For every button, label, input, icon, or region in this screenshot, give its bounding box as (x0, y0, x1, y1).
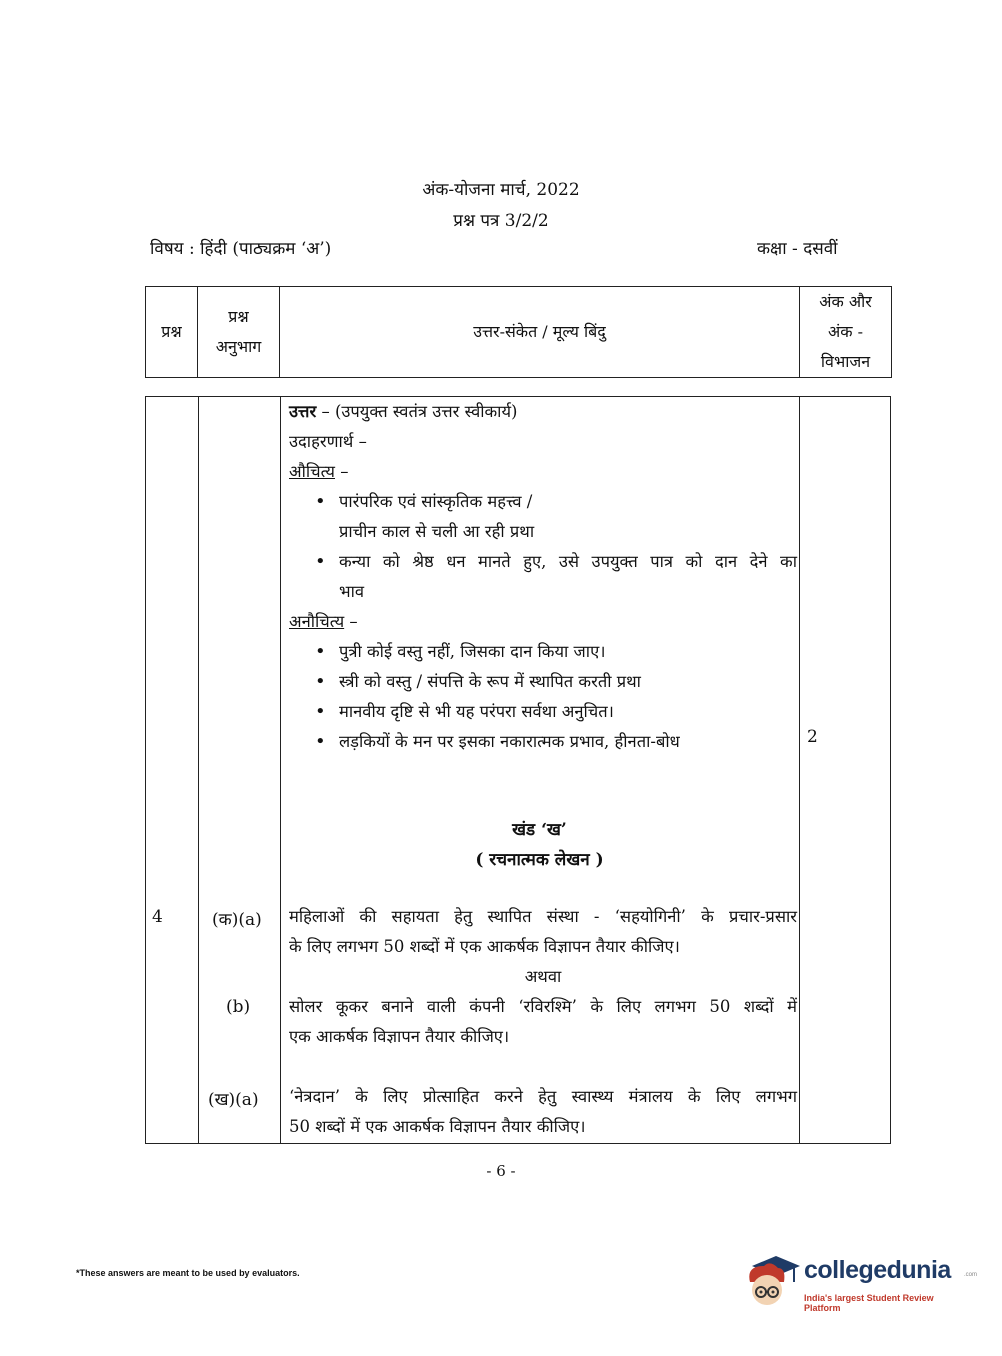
unjustified-point: • लड़कियों के मन पर इसका नकारात्मक प्रभाव, हीनता-बोध (289, 727, 797, 757)
answer-label: उत्तर (289, 402, 317, 421)
question-text: ‘नेत्रदान’ के लिए प्रोत्साहित करने हेतु स्वास्थ्य मंत्रालय के लिए लगभग 50 शब्दों में एक आकर्षक विज्ञापन तैयार कीजिए। (289, 1087, 797, 1136)
question-number: 4 (152, 907, 163, 927)
col-question: प्रश्न (146, 287, 198, 378)
class-label: कक्षा - दसवीं (757, 239, 838, 259)
logo-wordmark: collegedunia (804, 1256, 951, 1284)
question-text: महिलाओं की सहायता हेतु स्थापित संस्था - ‘सहयोगिनी’ के प्रचार-प्रसार के लिए लगभग 50 शब्दों में एक आकर्षक विज्ञापन तैयार कीजिए। अथवा सोलर कूकर बनाने वाली कंपनी ‘रविरश्मि’ के लिए लगभग 50 शब्दों में एक आकर्षक विज्ञापन तैयार कीजिए। (289, 907, 797, 1046)
subject-label: विषय : हिंदी (पाठ्यक्रम ‘अ’) (150, 239, 332, 259)
evaluator-note: *These answers are meant to be used by evaluators. (76, 1268, 300, 1278)
part-label: (ख)(a) (208, 1090, 259, 1110)
mascot-icon (742, 1252, 802, 1312)
answer-content: उत्तर – (उपयुक्त स्वतंत्र उत्तर स्वीकार्य) उदाहरणार्थ – औचित्य – • पारंपरिक एवं सांस्कृतिक महत्त्व / प्राचीन काल से चली आ रही प्रथा • कन्या को श्रेष्ठ धन मानते हुए, उसे उपयुक्त पात्र को दान देने का भाव अनौचित्य – • पुत्री कोई वस्तु नहीं, जिसका दान किया जाए। • स्त्री को वस्तु / संपत्ति के रूप में स्थापित करती प्रथा • मानवीय दृष्टि से भी यह परंपरा सर्वथा अनुचित। • लड़कियों के मन पर इसका नकारात्मक प्रभाव, हीनता-बोध (289, 397, 797, 757)
justified-point: • पारंपरिक एवं सांस्कृतिक महत्त्व / (289, 487, 797, 517)
document-title: अंक-योजना मार्च, 2022 (422, 180, 580, 200)
page-number: - 6 - (486, 1162, 516, 1180)
logo-tagline: India's largest Student Review Platform (804, 1293, 934, 1313)
or-divider: अथवा (524, 967, 562, 986)
collegedunia-logo (742, 1250, 978, 1320)
col-marks: अंक और अंक - विभाजन (800, 287, 892, 378)
header-table (145, 286, 892, 378)
col-answer-hints: उत्तर-संकेत / मूल्य बिंदु (280, 287, 800, 378)
answer-table (145, 396, 891, 1144)
justified-point-continued: प्राचीन काल से चली आ रही प्रथा (339, 522, 535, 541)
column-divider (799, 397, 800, 1143)
paper-code: प्रश्न पत्र 3/2/2 (453, 211, 549, 231)
logo-domain: .com (964, 1272, 978, 1278)
col-section: प्रश्न अनुभाग (198, 287, 280, 378)
column-divider (280, 397, 281, 1143)
answer-note: – (उपयुक्त स्वतंत्र उत्तर स्वीकार्य) (316, 402, 518, 421)
section-subtitle: ( रचनात्मक लेखन ) (475, 850, 604, 870)
justified-point: • कन्या को श्रेष्ठ धन मानते हुए, उसे उपयुक्त पात्र को दान देने का (289, 547, 797, 577)
section-title: खंड ‘ख’ (512, 820, 567, 840)
example-label: उदाहरणार्थ – (289, 432, 367, 451)
unjustified-point: • पुत्री कोई वस्तु नहीं, जिसका दान किया जाए। (289, 637, 797, 667)
justified-heading: औचित्य (289, 462, 335, 481)
part-label: (b) (226, 997, 251, 1017)
unjustified-heading: अनौचित्य (289, 612, 345, 631)
unjustified-point: • स्त्री को वस्तु / संपत्ति के रूप में स्थापित करती प्रथा (289, 667, 797, 697)
column-divider (198, 397, 199, 1143)
marks-value: 2 (807, 727, 818, 747)
unjustified-point: • मानवीय दृष्टि से भी यह परंपरा सर्वथा अनुचित। (289, 697, 797, 727)
justified-point-continued: भाव (339, 582, 365, 601)
part-label: (क)(a) (212, 910, 262, 930)
